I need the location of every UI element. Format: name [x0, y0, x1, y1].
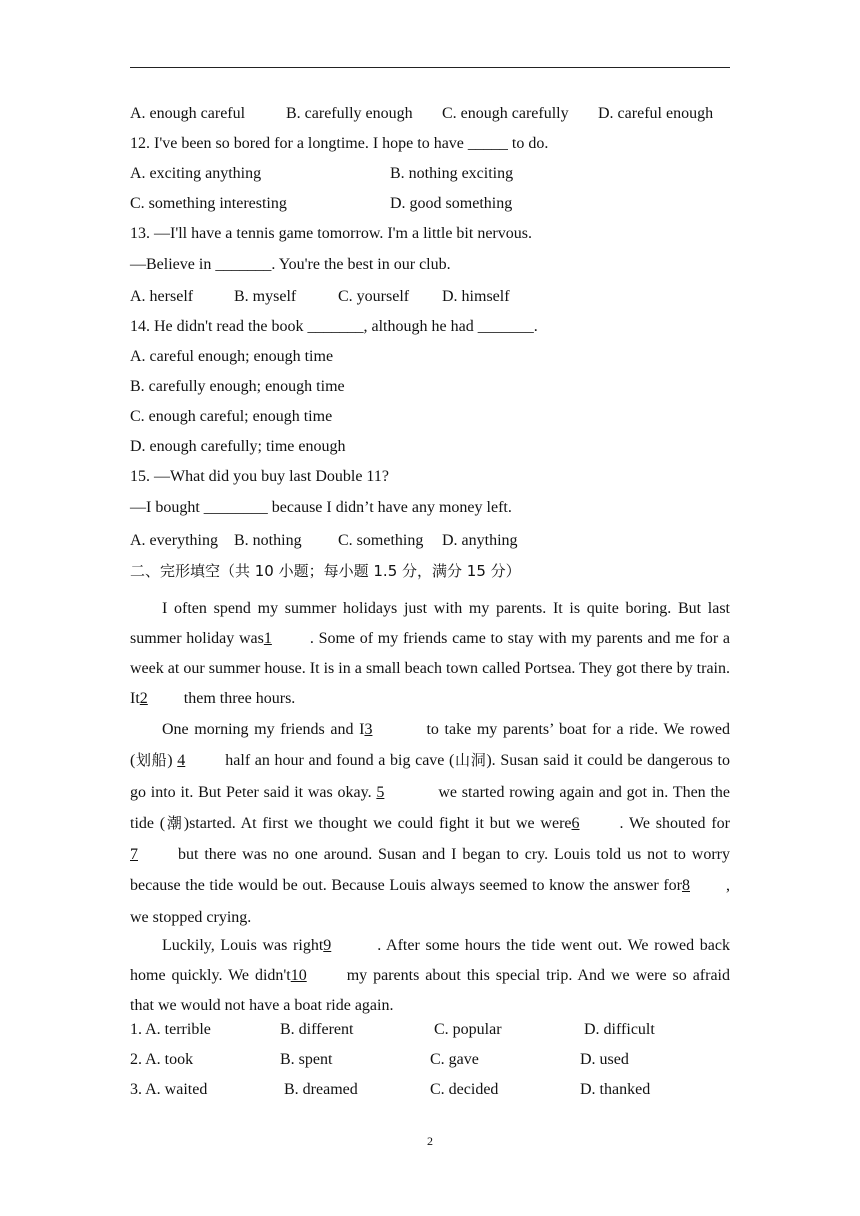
q12-option-b: B. nothing exciting	[390, 165, 514, 182]
q15-option-c: C. something	[338, 532, 424, 549]
cloze-2-option-a: 2. A. took	[130, 1051, 194, 1068]
q13-option-b: B. myself	[234, 288, 297, 305]
passage-paragraph-3: Luckily, Louis was right9 . After some hours the tide went out. We rowed back home quickly. We didn't10 my parents about this special trip. And we were so afraid that we would not have a boat ride again.	[130, 931, 730, 1021]
cloze-2-option-b: B. spent	[280, 1051, 333, 1068]
q13-option-a: A. herself	[130, 288, 194, 305]
q12-stem: 12. I've been so bored for a longtime. I hope to have _____ to do.	[130, 135, 549, 152]
header-rule	[130, 67, 730, 68]
cloze-3-option-c: C. decided	[430, 1081, 499, 1098]
cloze-2-option-d: D. used	[580, 1051, 629, 1068]
q11-option-a: A. enough careful	[130, 105, 246, 122]
blank-5: 5	[376, 783, 385, 801]
cloze-3-option-d: D. thanked	[580, 1081, 651, 1098]
q15-option-d: D. anything	[442, 532, 518, 549]
q14-stem: 14. He didn't read the book _______, although he had _______.	[130, 318, 538, 335]
q13-option-c: C. yourself	[338, 288, 410, 305]
passage-paragraph-2: One morning my friends and I3 to take my parents’ boat for a ride. We rowed (划船) 4 half an hour and found a big cave (山洞). Susan said it could be dangerous to go into it. But Peter said it was okay. 5 we started rowing again and got in. Then the tide (潮)started. At first we thought we could fight it but we were6 . We shouted for7 but there was no one around. Susan and I began to cry. Louis told us not to worry because the tide would be out. Because Louis always seemed to know the answer for8 , we stopped crying.	[130, 714, 730, 933]
blank-6: 6	[571, 814, 580, 832]
cloze-1-option-c: C. popular	[434, 1021, 502, 1038]
q15-option-b: B. nothing	[234, 532, 302, 549]
page-number: 2	[427, 1134, 433, 1148]
q13-reply: —Believe in _______. You're the best in our club.	[130, 256, 451, 273]
q11-option-b: B. carefully enough	[286, 105, 413, 122]
cloze-3-option-a: 3. A. waited	[130, 1081, 208, 1098]
blank-10: 10	[290, 967, 307, 984]
cloze-3-option-b: B. dreamed	[284, 1081, 358, 1098]
cloze-2-option-c: C. gave	[430, 1051, 479, 1068]
cloze-1-option-d: D. difficult	[584, 1021, 655, 1038]
q11-option-d: D. careful enough	[598, 105, 714, 122]
q15-reply: —I bought ________ because I didn’t have any money left.	[130, 499, 512, 516]
blank-1: 1	[263, 630, 272, 647]
q12-option-a: A. exciting anything	[130, 165, 262, 182]
q14-option-d: D. enough carefully; time enough	[130, 438, 346, 455]
blank-8: 8	[682, 877, 690, 895]
passage-paragraph-1: I often spend my summer holidays just with my parents. It is quite boring. But last summer holiday was1 . Some of my friends came to stay with my parents and me for a week at our summer house. It is in a small beach town called Portsea. They got there by train. It2 them three hours.	[130, 594, 730, 714]
blank-7: 7	[130, 846, 138, 864]
q13-stem: 13. —I'll have a tennis game tomorrow. I'm a little bit nervous.	[130, 225, 532, 242]
blank-4: 4	[177, 752, 186, 770]
cloze-1-option-a: 1. A. terrible	[130, 1021, 211, 1038]
q12-option-d: D. good something	[390, 195, 513, 212]
blank-9: 9	[323, 937, 332, 954]
section-2-heading: 二、完形填空（共 10 小题；每小题 1.5 分，满分 15 分）	[130, 562, 521, 580]
q14-option-a: A. careful enough; enough time	[130, 348, 334, 365]
blank-2: 2	[139, 690, 148, 707]
blank-3: 3	[364, 721, 373, 738]
q15-option-a: A. everything	[130, 532, 218, 549]
q15-stem: 15. —What did you buy last Double 11?	[130, 468, 389, 485]
q13-option-d: D. himself	[442, 288, 510, 305]
q11-option-c: C. enough carefully	[442, 105, 569, 122]
cloze-1-option-b: B. different	[280, 1021, 354, 1038]
q12-option-c: C. something interesting	[130, 195, 287, 212]
q14-option-b: B. carefully enough; enough time	[130, 378, 345, 395]
q14-option-c: C. enough careful; enough time	[130, 408, 333, 425]
